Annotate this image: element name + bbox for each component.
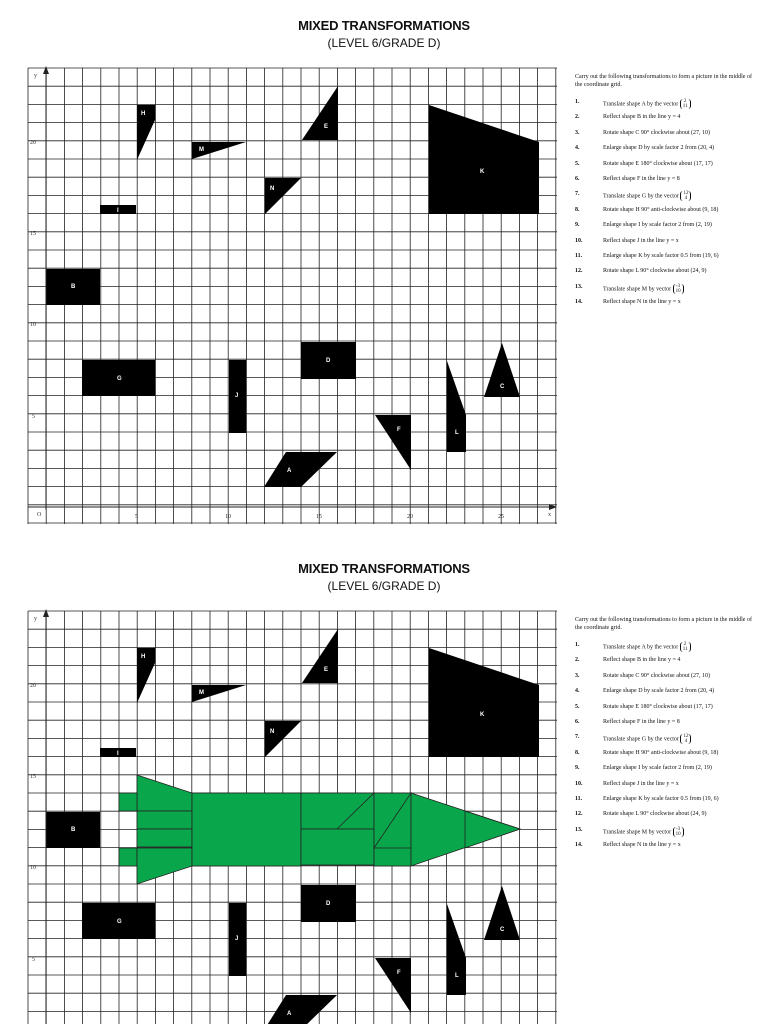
shape-label-n: N [270,186,275,192]
shape-label-k: K [480,169,485,175]
instruction-number: 12. [575,268,583,275]
instruction-item [575,145,755,160]
shape-label-i: I [117,208,119,214]
instruction-text: Translate shape M by vector -3 10 [603,284,684,294]
instruction-text: Enlarge shape K by scale factor 0.5 from (19, 6) [603,252,719,259]
shape-label-n: N [270,729,275,735]
instructions-intro: Carry out the following transformations to form a picture in the middle of the coordinate grid. [575,617,752,631]
shape-label-i: I [117,751,119,757]
shape-f [375,415,411,470]
shape-h [137,648,155,703]
instruction-text: Enlarge shape K by scale factor 0.5 from (19, 6) [603,795,719,802]
shape-label-c: C [500,927,505,933]
shape-label-f: F [397,970,401,976]
instruction-number: 7. [575,734,580,741]
worksheet-title: MIXED TRANSFORMATIONS [298,18,470,33]
shape-a [264,452,337,487]
y-tick-15: 15 [30,231,36,237]
instruction-number: 10. [575,237,583,244]
instruction-number: 2. [575,114,580,121]
instruction-text: Reflect shape F in the line y = 8 [603,718,680,725]
x-tick-25: 25 [498,514,504,520]
x-tick-20: 20 [407,514,413,520]
instructions-list [575,99,755,314]
instructions-panel [575,74,755,314]
shape-label-d: D [326,901,331,907]
shape-label-e: E [324,124,329,130]
y-tick-20: 20 [30,683,36,689]
instruction-number: 6. [575,175,580,182]
rocket-stub-bottom [137,829,192,847]
instruction-item [575,796,755,811]
shape-l [447,904,466,995]
instruction-text: Rotate shape H 90° anti-clockwise about (9, 18) [603,749,719,756]
instruction-text: Rotate shape C 90° clockwise about (27, 10) [603,129,711,136]
shape-a [264,995,337,1024]
instruction-text: Enlarge shape I by scale factor 2 from (2, 19) [603,765,712,772]
instruction-number: 2. [575,657,580,664]
instruction-item [575,734,755,749]
instruction-item [575,688,755,703]
shape-f [375,958,411,1013]
instruction-text: Enlarge shape D by scale factor 2 from (20, 4) [603,145,715,152]
instruction-text: Reflect shape N in the line y = x [603,299,681,306]
shape-label-l: L [455,973,459,979]
y-tick-20: 20 [30,140,36,146]
x-tick-5: 5 [135,514,138,520]
instruction-text: Translate shape G by the vector 12 4 [603,734,691,744]
instruction-text: Rotate shape E 180° clockwise about (17, 17) [603,703,713,710]
column-vector: 2 11 [680,642,691,652]
instruction-item [575,642,755,657]
column-vector: -3 10 [673,284,684,294]
instruction-item [575,191,755,206]
column-vector: -3 10 [673,827,684,837]
instruction-number: 13. [575,283,583,290]
instruction-number: 8. [575,749,580,756]
instruction-text: Reflect shape B in the line y = 4 [603,114,681,121]
shape-label-a: A [287,1011,292,1017]
instruction-item [575,827,755,842]
rocket-nozzle-bottom [119,848,137,866]
instruction-item [575,657,755,672]
column-vector: 12 4 [680,734,691,744]
instruction-item [575,238,755,253]
shape-label-d: D [326,358,331,364]
instruction-text: Rotate shape L 90° clockwise about (24, 9) [603,268,707,275]
instruction-text: Translate shape A by the vector 2 11 [603,642,691,652]
instruction-number: 9. [575,222,580,229]
rocket-body-main [192,793,301,866]
shape-e [302,86,338,140]
instruction-number: 14. [575,299,583,306]
shape-l [447,361,466,452]
instruction-text: Translate shape G by the vector 12 4 [603,191,691,201]
instruction-text: Reflect shape J in the line y = x [603,780,679,787]
instruction-item [575,811,755,826]
instruction-text: Reflect shape B in the line y = 4 [603,657,681,664]
instruction-number: 11. [575,795,583,802]
instruction-text: Translate shape M by vector -3 10 [603,827,684,837]
worksheet-subtitle-solution: (LEVEL 6/GRADE D) [327,579,441,593]
instruction-number: 8. [575,206,580,213]
instructions-list [575,642,755,857]
origin-label: O [37,512,42,518]
instruction-number: 6. [575,718,580,725]
shape-label-l: L [455,430,459,436]
shape-label-a: A [287,468,292,474]
shape-label-f: F [397,427,401,433]
shape-label-g: G [117,376,122,382]
worksheet-title-solution: MIXED TRANSFORMATIONS [298,561,470,576]
instruction-number: 3. [575,129,580,136]
column-vector: 2 11 [680,99,691,109]
instruction-number: 13. [575,826,583,833]
shape-label-m: M [199,147,204,153]
shape-label-j: J [235,393,239,399]
instruction-item [575,673,755,688]
instruction-number: 1. [575,642,580,648]
shape-label-j: J [235,936,239,942]
instruction-item [575,161,755,176]
x-axis-label: x [548,512,551,518]
rocket-nose-tip [465,811,520,848]
instruction-item [575,719,755,734]
instruction-number: 9. [575,765,580,772]
instruction-item [575,99,755,114]
shape-e [302,629,338,683]
instruction-item [575,176,755,191]
shape-label-g: G [117,919,122,925]
y-tick-10: 10 [30,865,36,871]
y-tick-5: 5 [32,957,35,963]
instruction-text: Rotate shape E 180° clockwise about (17, 17) [603,160,713,167]
rocket-stub-top [137,811,192,829]
shape-label-c: C [500,384,505,390]
shape-label-k: K [480,712,485,718]
rocket-fin-bottom [137,848,192,884]
instruction-number: 14. [575,842,583,849]
shape-h [137,105,155,160]
shape-label-h: H [141,654,146,660]
instruction-item [575,299,755,314]
rocket-nozzle-top [119,793,137,811]
axes [30,609,49,1024]
instruction-item [575,284,755,299]
instruction-number: 5. [575,703,580,710]
rocket-fin-top [137,775,192,811]
instruction-item [575,750,755,765]
instruction-number: 3. [575,672,580,679]
x-tick-15: 15 [316,514,322,520]
shape-label-b: B [71,827,76,833]
y-axis-label: y [34,616,37,622]
instruction-text: Rotate shape C 90° clockwise about (27, 10) [603,672,711,679]
instruction-number: 5. [575,160,580,167]
instruction-item [575,704,755,719]
instruction-number: 4. [575,145,580,152]
y-axis-arrow-icon [43,609,49,617]
instruction-item [575,222,755,237]
instruction-item [575,268,755,283]
worksheet-subtitle: (LEVEL 6/GRADE D) [327,36,441,50]
rocket-body-lower [301,829,374,865]
instruction-number: 7. [575,191,580,198]
instruction-item [575,781,755,796]
instruction-text: Rotate shape H 90° anti-clockwise about (9, 18) [603,206,719,213]
instruction-text: Reflect shape J in the line y = x [603,237,679,244]
instruction-item [575,253,755,268]
shape-label-e: E [324,667,329,673]
instruction-number: 11. [575,252,583,259]
instruction-text: Reflect shape N in the line y = x [603,842,681,849]
instruction-text: Reflect shape F in the line y = 8 [603,175,680,182]
instruction-text: Translate shape A by the vector 2 11 [603,99,691,109]
y-tick-5: 5 [32,414,35,420]
y-tick-10: 10 [30,322,36,328]
shape-k [429,105,539,214]
column-vector: 12 4 [680,191,691,201]
shape-label-b: B [71,284,76,290]
instruction-text: Enlarge shape D by scale factor 2 from (20, 4) [603,688,715,695]
y-axis-label: y [34,73,37,79]
instruction-item [575,130,755,145]
instruction-number: 12. [575,811,583,818]
instruction-number: 10. [575,780,583,787]
instruction-item [575,207,755,222]
instructions-panel-solution [575,617,755,857]
shape-label-h: H [141,111,146,117]
instruction-item [575,114,755,129]
shape-k [429,648,539,757]
instruction-item [575,765,755,780]
x-tick-10: 10 [225,514,231,520]
instruction-number: 1. [575,99,580,105]
instruction-item [575,842,755,857]
instruction-text: Rotate shape L 90° clockwise about (24, 9) [603,811,707,818]
shape-label-m: M [199,690,204,696]
instruction-text: Enlarge shape I by scale factor 2 from (2, 19) [603,222,712,229]
y-axis-arrow-icon [43,66,49,74]
y-tick-15: 15 [30,774,36,780]
instructions-intro: Carry out the following transformations to form a picture in the middle of the coordinate grid. [575,74,752,88]
instruction-number: 4. [575,688,580,695]
